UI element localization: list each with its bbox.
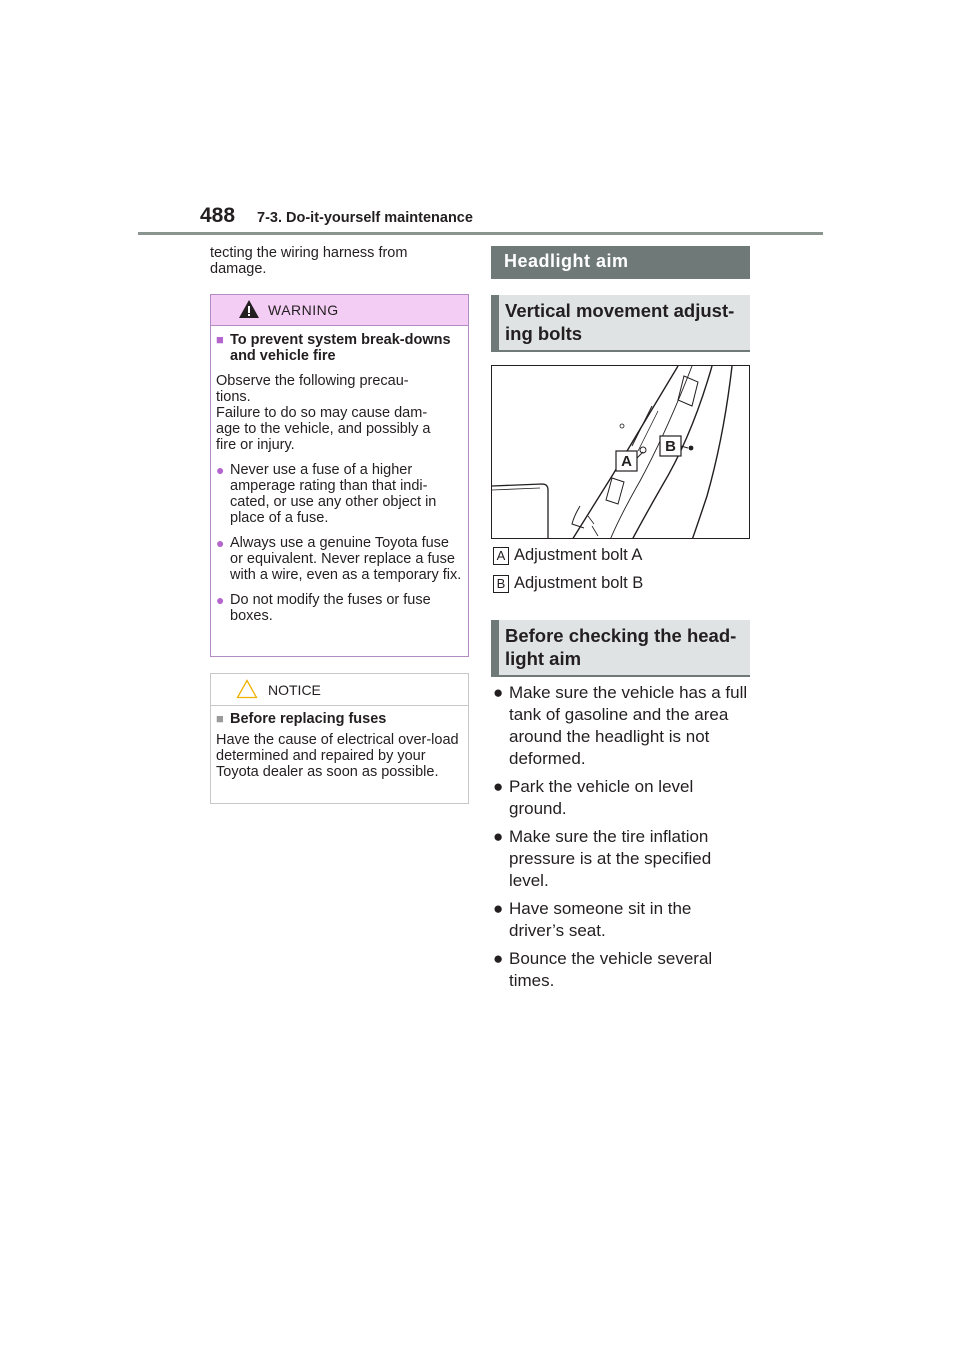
vertical-adjusting-bolts-heading: Vertical movement adjust-ing bolts <box>491 295 750 352</box>
list-item-text: Make sure the tire inflation pressure is at the specified level. <box>509 827 712 890</box>
warning-bullet <box>216 535 462 583</box>
section-title: 7-3. Do-it-yourself maintenance <box>257 210 473 226</box>
warning-paragraph-line: Observe the following precau- <box>216 373 409 389</box>
legend-key: B <box>493 575 509 593</box>
round-bullet-icon: ● <box>493 899 504 918</box>
warning-bullet <box>216 592 462 624</box>
round-bullet-icon: ● <box>493 949 504 968</box>
round-bullet-icon: ● <box>493 827 504 846</box>
warning-bullet-text: Do not modify the fuses or fuse boxes. <box>230 592 431 624</box>
list-item-text: Have someone sit in the driver’s seat. <box>509 899 692 940</box>
warning-title: WARNING <box>268 302 339 318</box>
list-item <box>493 826 748 892</box>
round-bullet-icon: ● <box>216 462 225 478</box>
round-bullet-icon: ● <box>493 777 504 796</box>
warning-icon <box>238 299 260 319</box>
legend-text: Adjustment bolt B <box>514 574 644 592</box>
before-checking-heading: Before checking the head-light aim <box>491 620 750 677</box>
page-number: 488 <box>200 204 236 227</box>
warning-subheading: To prevent system break-downs and vehicle fire <box>230 332 451 364</box>
warning-subheading-row <box>216 332 462 364</box>
warning-header <box>211 295 468 326</box>
round-bullet-icon: ● <box>216 535 225 551</box>
checklist <box>493 682 748 998</box>
warning-paragraph-line: tions. <box>216 389 251 405</box>
notice-title: NOTICE <box>268 682 321 698</box>
list-item-text: Make sure the vehicle has a full tank of gasoline and the area around the headlight is not deformed. <box>509 683 748 768</box>
list-item <box>493 682 748 770</box>
list-item <box>493 898 748 942</box>
list-item-text: Park the vehicle on level ground. <box>509 777 694 818</box>
legend-text: Adjustment bolt A <box>514 546 643 564</box>
intro-text: tecting the wiring harness from damage. <box>210 245 408 277</box>
notice-header <box>211 674 468 706</box>
warning-paragraph-line: Failure to do so may cause dam- <box>216 405 428 421</box>
round-bullet-icon: ● <box>216 592 225 608</box>
warning-box <box>210 294 469 657</box>
notice-subheading: Before replacing fuses <box>230 711 387 727</box>
label-a: A <box>621 453 632 470</box>
headlight-aim-heading <box>491 246 750 279</box>
caution-outline-icon <box>236 679 258 699</box>
headlight-illustration <box>492 366 750 539</box>
warning-paragraph-line: fire or injury. <box>216 437 295 453</box>
round-bullet-icon: ● <box>493 683 504 702</box>
warning-bullet <box>216 462 462 526</box>
list-item-text: Bounce the vehicle several times. <box>509 949 713 990</box>
legend-item-b <box>493 574 643 593</box>
warning-paragraph-line: age to the vehicle, and possibly a <box>216 421 431 437</box>
headlight-aim-title: Headlight aim <box>504 251 629 271</box>
square-bullet-icon: ■ <box>216 711 224 726</box>
warning-bullet-text: Always use a genuine Toyota fuse or equivalent. Never replace a fuse with a wire, even as a temporary fix. <box>230 535 462 583</box>
warning-bullet-text: Never use a fuse of a higher amperage rating than that indi-cated, or use any other object in place of a fuse. <box>230 462 437 526</box>
notice-paragraph: Have the cause of electrical over-load determined and repaired by your Toyota dealer as soon as possible. <box>216 732 459 780</box>
legend-item-a <box>493 546 642 565</box>
list-item <box>493 948 748 992</box>
warning-paragraph <box>216 373 462 453</box>
notice-box <box>210 673 469 804</box>
label-b: B <box>665 438 676 455</box>
legend-key: A <box>493 547 509 565</box>
notice-subheading-row <box>216 711 462 727</box>
headlight-bolts-figure <box>491 365 750 539</box>
square-bullet-icon: ■ <box>216 332 224 347</box>
list-item <box>493 776 748 820</box>
header-rule <box>138 232 823 235</box>
